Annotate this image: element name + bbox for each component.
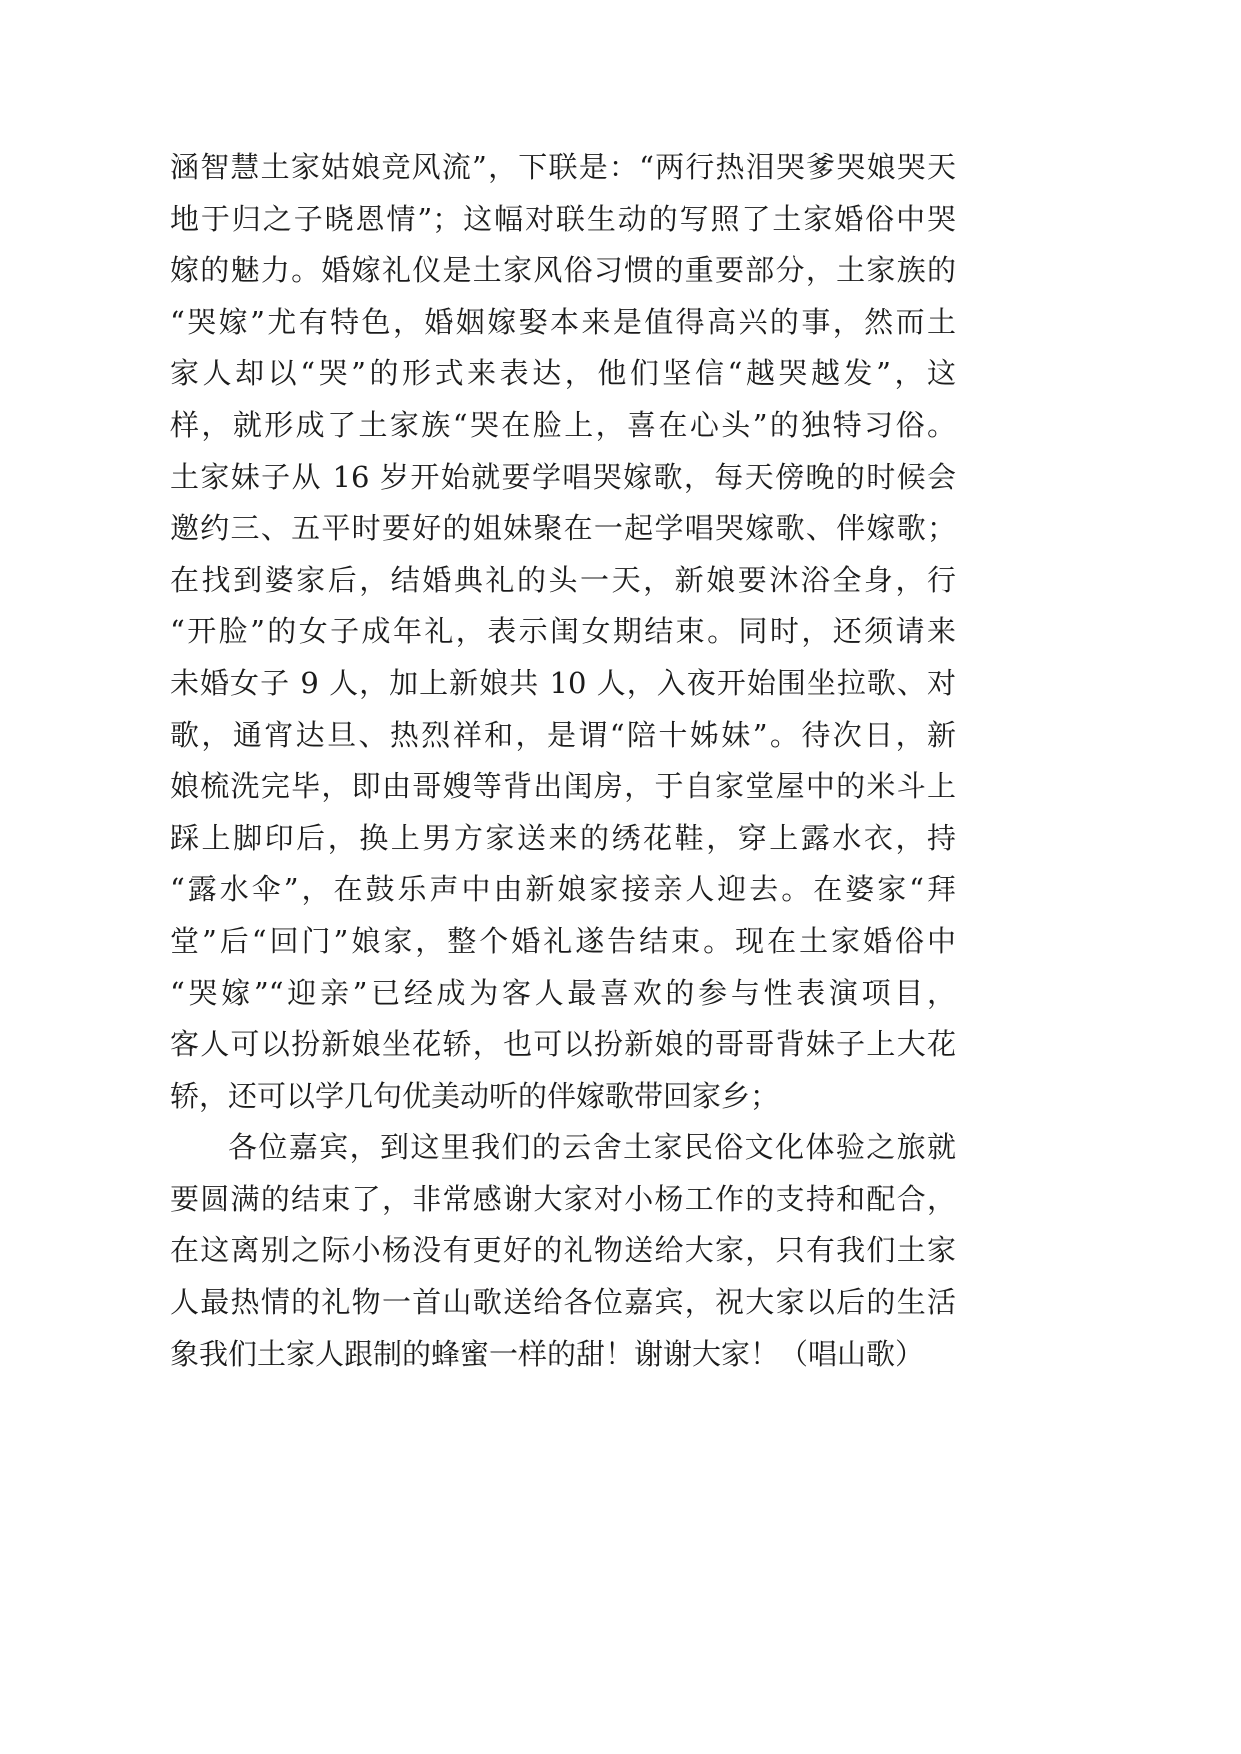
text-line: “哭嫁”尤有特色，婚姻嫁娶本来是值得高兴的事，然而土 (170, 304, 956, 339)
text-line: 涵智慧土家姑娘竞风流”，下联是：“两行热泪哭爹哭娘哭天 (170, 150, 956, 184)
text-line: 人最热情的礼物一首山歌送给各位嘉宾，祝大家以后的生活 (170, 1285, 956, 1320)
text-line: 在这离别之际小杨没有更好的礼物送给大家，只有我们土家 (170, 1233, 956, 1268)
text-line: 轿，还可以学几句优美动听的伴嫁歌带回家乡； (170, 1078, 780, 1113)
text-line: 客人可以扮新娘坐花轿，也可以扮新娘的哥哥背妹子上大花 (170, 1027, 956, 1062)
text-line: “露水伞”，在鼓乐声中由新娘家接亲人迎去。在婆家“拜 (170, 872, 956, 907)
body-text (170, 142, 956, 1380)
text-line: “开脸”的女子成年礼，表示闺女期结束。同时，还须请来 (170, 614, 956, 649)
text-line: 要圆满的结束了，非常感谢大家对小杨工作的支持和配合， (170, 1181, 956, 1216)
text-line: 歌，通宵达旦、热烈祥和，是谓“陪十姊妹”。待次日，新 (170, 717, 956, 752)
text-line: 样，就形成了土家族“哭在脸上，喜在心头”的独特习俗。 (170, 407, 956, 442)
text-line: 娘梳洗完毕，即由哥嫂等背出闺房，于自家堂屋中的米斗上 (170, 769, 956, 804)
text-line: 堂”后“回门”娘家，整个婚礼遂告结束。现在土家婚俗中 (170, 923, 956, 958)
text-line: 地于归之子晓恩情”；这幅对联生动的写照了土家婚俗中哭 (170, 201, 956, 236)
text-line: 嫁的魅力。婚嫁礼仪是土家风俗习惯的重要部分，土家族的 (170, 253, 956, 288)
paragraph-1 (170, 142, 956, 1122)
text-line: 邀约三、五平时要好的姐妹聚在一起学唱哭嫁歌、伴嫁歌； (170, 511, 956, 546)
text-line: 在找到婆家后，结婚典礼的头一天，新娘要沐浴全身，行 (170, 562, 956, 597)
text-line: “哭嫁”“迎亲”已经成为客人最喜欢的参与性表演项目， (170, 975, 956, 1010)
paragraph-2 (170, 1122, 956, 1380)
text-line: 象我们土家人跟制的蜂蜜一样的甜！谢谢大家！（唱山歌） (170, 1336, 925, 1371)
text-line: 土家妹子从 16 岁开始就要学唱哭嫁歌，每天傍晚的时候会 (170, 459, 956, 494)
text-line: 踩上脚印后，换上男方家送来的绣花鞋，穿上露水衣，持 (170, 820, 956, 855)
text-line: 各位嘉宾，到这里我们的云舍土家民俗文化体验之旅就 (228, 1130, 956, 1165)
text-line: 未婚女子 9 人，加上新娘共 10 人，入夜开始围坐拉歌、对 (170, 665, 956, 700)
text-line: 家人却以“哭”的形式来表达，他们坚信“越哭越发”，这 (170, 356, 956, 391)
